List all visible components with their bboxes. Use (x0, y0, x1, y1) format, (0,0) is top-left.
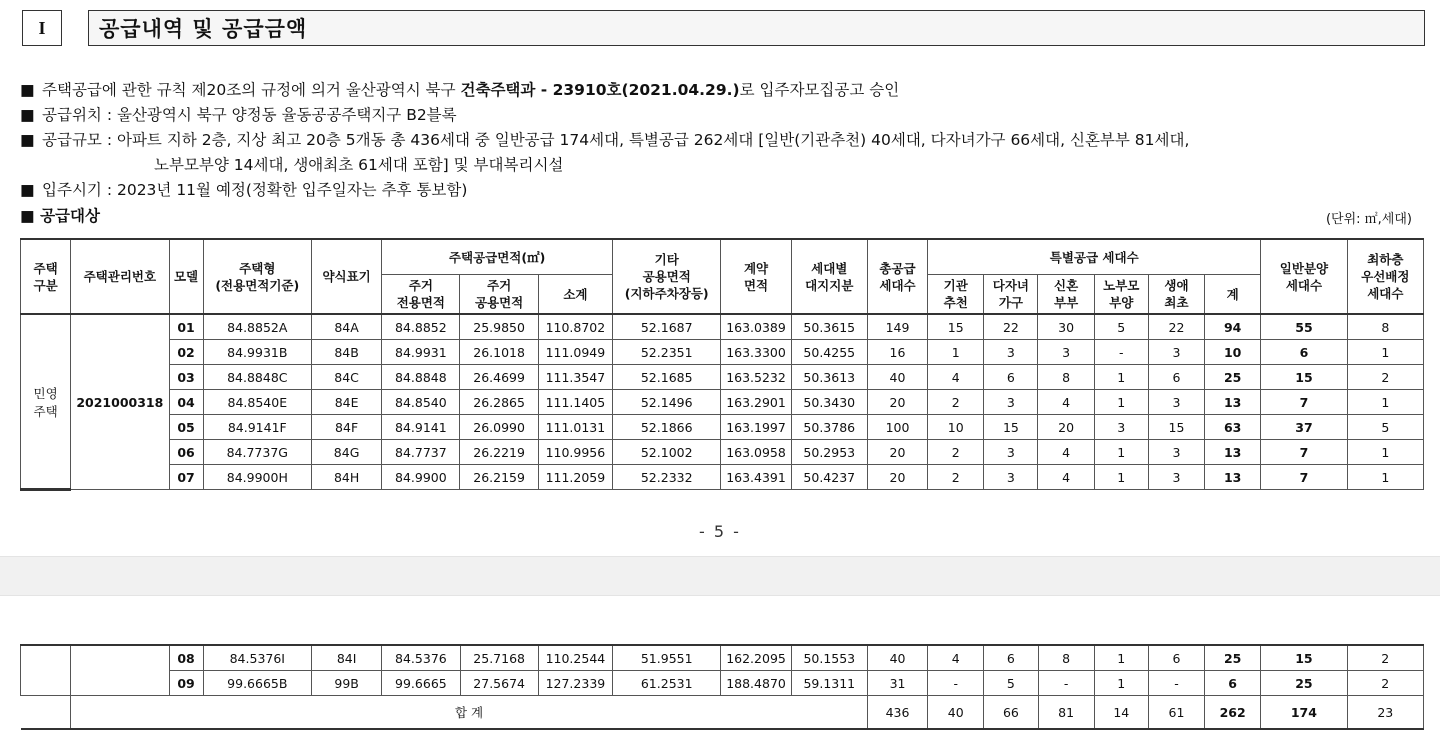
bullet-location (20, 103, 1189, 128)
cell-other-area: 51.9551 (613, 645, 721, 671)
section-title: 공급내역 및 공급금액 (88, 10, 1425, 46)
cell-other-area: 52.2332 (613, 465, 721, 490)
cell-lowest-floor: 1 (1347, 440, 1423, 465)
approval-number: 건축주택과 - 23910호(2021.04.29.) (460, 81, 740, 99)
cell-newlywed: 20 (1038, 415, 1094, 440)
table-row (21, 365, 1424, 390)
cell-mgmt-no: 2021000318 (71, 314, 169, 490)
bullet-marker-icon: ■ (20, 181, 35, 199)
supply-target-label: 공급대상 (40, 207, 100, 225)
cell-first-time: 15 (1148, 415, 1204, 440)
section-header (22, 10, 308, 48)
scale-text: 공급규모 : 아파트 지하 2층, 지상 최고 20층 5개동 총 436세대 중 일반공급 174세대, 특별공급 262세대 [일반(기관추천) 40세대, 다자녀가구 66세대, 신혼부부 81세대, (42, 131, 1190, 149)
cell-first-time: 3 (1148, 440, 1204, 465)
cell-first-time: 3 (1148, 340, 1204, 365)
scale-text-continued: 노부모부양 14세대, 생애최초 61세대 포함] 및 부대복리시설 (154, 156, 564, 174)
cell-multichild: 6 (984, 645, 1038, 671)
cell-abbr: 84C (311, 365, 381, 390)
header-special-sum: 계 (1205, 275, 1261, 315)
cell-total-units: 16 (867, 340, 927, 365)
total-row (21, 696, 1424, 730)
header-land-share: 세대별 대지지분 (791, 239, 867, 314)
cell-total-lowest-floor: 23 (1347, 696, 1423, 730)
cell-category: 민영 주택 (21, 314, 71, 490)
cell-multichild: 6 (984, 365, 1038, 390)
section-number: I (22, 10, 62, 46)
cell-subtotal: 111.3547 (538, 365, 612, 390)
bullet-list (20, 78, 1189, 203)
cell-institution: 4 (928, 365, 984, 390)
cell-lowest-floor: 5 (1347, 415, 1423, 440)
cell-subtotal: 127.2339 (538, 671, 612, 696)
cell-contract-area: 163.3300 (721, 340, 791, 365)
cell-total-units: 20 (867, 390, 927, 415)
cell-subtotal: 111.0131 (538, 415, 612, 440)
header-housing-type: 주택형 (전용면적기준) (203, 239, 311, 314)
cell-contract-area: 163.1997 (721, 415, 791, 440)
cell-common-area: 26.2865 (460, 390, 538, 415)
unit-note: (단위: ㎡,세대) (1325, 212, 1412, 227)
cell-multichild: 22 (984, 314, 1038, 340)
cell-special-sum: 13 (1205, 390, 1261, 415)
cell-total-blank (21, 696, 71, 730)
cell-housing-type: 84.8540E (203, 390, 311, 415)
cell-lowest-floor: 8 (1347, 314, 1423, 340)
cell-exclusive-area: 84.9931 (382, 340, 460, 365)
header-elderly: 노부모 부양 (1094, 275, 1148, 315)
bullet-approval (20, 78, 1189, 103)
cell-abbr: 84E (311, 390, 381, 415)
cell-common-area: 26.0990 (460, 415, 538, 440)
cell-total-label: 합 계 (71, 696, 868, 730)
cell-category-empty (21, 645, 71, 696)
cell-newlywed: 8 (1038, 365, 1094, 390)
table-row (21, 340, 1424, 365)
cell-land-share: 59.1311 (791, 671, 867, 696)
approval-text: 주택공급에 관한 규칙 제20조의 규정에 의거 울산광역시 북구 (42, 81, 461, 99)
movein-text: 입주시기 : 2023년 11월 예정(정확한 입주일자는 추후 통보함) (42, 181, 468, 199)
cell-special-sum: 25 (1205, 645, 1261, 671)
cell-lowest-floor: 1 (1347, 390, 1423, 415)
cell-special-sum: 13 (1205, 465, 1261, 490)
cell-total-institution: 40 (928, 696, 984, 730)
cell-common-area: 27.5674 (460, 671, 538, 696)
cell-multichild: 3 (984, 465, 1038, 490)
cell-newlywed: - (1038, 671, 1094, 696)
cell-institution: 1 (928, 340, 984, 365)
cell-special-sum: 63 (1205, 415, 1261, 440)
page-number: - 5 - (699, 522, 741, 541)
cell-total-total-units: 436 (867, 696, 927, 730)
cell-total-units: 40 (867, 645, 927, 671)
cell-abbr: 84F (311, 415, 381, 440)
cell-contract-area: 162.2095 (721, 645, 791, 671)
cell-general-units: 37 (1261, 415, 1347, 440)
cell-land-share: 50.2953 (791, 440, 867, 465)
cell-land-share: 50.4255 (791, 340, 867, 365)
cell-lowest-floor: 1 (1347, 465, 1423, 490)
cell-first-time: 3 (1148, 465, 1204, 490)
supply-target-heading (20, 204, 100, 226)
header-area-group: 주택공급면적(㎡) (382, 239, 613, 275)
cell-land-share: 50.1553 (791, 645, 867, 671)
cell-abbr: 84B (311, 340, 381, 365)
cell-contract-area: 163.0958 (721, 440, 791, 465)
cell-special-sum: 13 (1205, 440, 1261, 465)
cell-elderly: 1 (1094, 390, 1148, 415)
cell-general-units: 7 (1261, 440, 1347, 465)
cell-first-time: 3 (1148, 390, 1204, 415)
cell-land-share: 50.3786 (791, 415, 867, 440)
cell-other-area: 52.1866 (613, 415, 721, 440)
cell-subtotal: 111.2059 (538, 465, 612, 490)
cell-housing-type: 84.8852A (203, 314, 311, 340)
bullet-marker-icon: ■ (20, 207, 35, 225)
cell-common-area: 25.7168 (460, 645, 538, 671)
approval-suffix: 로 입주자모집공고 승인 (739, 81, 900, 99)
cell-contract-area: 163.2901 (721, 390, 791, 415)
cell-contract-area: 188.4870 (721, 671, 791, 696)
cell-subtotal: 110.8702 (538, 314, 612, 340)
cell-housing-type: 84.9931B (203, 340, 311, 365)
header-other-area: 기타 공용면적 (지하주차장등) (613, 239, 721, 314)
header-total-units: 총공급 세대수 (867, 239, 927, 314)
header-exclusive-area: 주거 전용면적 (382, 275, 460, 315)
cell-general-units: 15 (1261, 365, 1347, 390)
cell-other-area: 52.1687 (613, 314, 721, 340)
cell-institution: 2 (928, 390, 984, 415)
header-contract-area: 계약 면적 (721, 239, 791, 314)
cell-other-area: 52.1002 (613, 440, 721, 465)
cell-mgmt-empty (71, 645, 169, 696)
cell-first-time: - (1148, 671, 1204, 696)
cell-special-sum: 94 (1205, 314, 1261, 340)
cell-newlywed: 8 (1038, 645, 1094, 671)
bullet-scale (20, 128, 1189, 153)
cell-institution: 10 (928, 415, 984, 440)
cell-contract-area: 163.4391 (721, 465, 791, 490)
cell-total-first-time: 61 (1148, 696, 1204, 730)
bullet-movein (20, 178, 1189, 203)
cell-abbr: 84I (312, 645, 382, 671)
cell-housing-type: 84.8848C (203, 365, 311, 390)
cell-total-elderly: 14 (1094, 696, 1148, 730)
table-row (21, 314, 1424, 340)
cell-elderly: 1 (1094, 645, 1148, 671)
cell-elderly: - (1094, 340, 1148, 365)
cell-abbr: 84A (311, 314, 381, 340)
table-row (21, 465, 1424, 490)
supply-table (20, 238, 1424, 491)
cell-first-time: 6 (1148, 645, 1204, 671)
header-mgmt-no: 주택관리번호 (71, 239, 169, 314)
cell-exclusive-area: 84.9141 (382, 415, 460, 440)
cell-general-units: 6 (1261, 340, 1347, 365)
cell-newlywed: 4 (1038, 440, 1094, 465)
cell-elderly: 3 (1094, 415, 1148, 440)
header-lowest-floor: 최하층 우선배정 세대수 (1347, 239, 1423, 314)
table-row (21, 390, 1424, 415)
bullet-marker-icon: ■ (20, 81, 35, 99)
cell-total-units: 100 (867, 415, 927, 440)
cell-common-area: 26.2159 (460, 465, 538, 490)
cell-other-area: 52.2351 (613, 340, 721, 365)
cell-first-time: 6 (1148, 365, 1204, 390)
cell-exclusive-area: 84.8540 (382, 390, 460, 415)
table-row (21, 415, 1424, 440)
cell-elderly: 1 (1094, 465, 1148, 490)
cell-newlywed: 30 (1038, 314, 1094, 340)
cell-model: 03 (169, 365, 203, 390)
cell-total-units: 31 (867, 671, 927, 696)
header-newlywed: 신혼 부부 (1038, 275, 1094, 315)
cell-multichild: 3 (984, 340, 1038, 365)
cell-special-sum: 10 (1205, 340, 1261, 365)
cell-exclusive-area: 84.8852 (382, 314, 460, 340)
cell-abbr: 84G (311, 440, 381, 465)
header-subtotal: 소계 (538, 275, 612, 315)
cell-exclusive-area: 84.5376 (382, 645, 460, 671)
bullet-marker-icon: ■ (20, 131, 35, 149)
cell-multichild: 3 (984, 440, 1038, 465)
header-special-group: 특별공급 세대수 (928, 239, 1261, 275)
cell-lowest-floor: 1 (1347, 340, 1423, 365)
cell-housing-type: 99.6665B (203, 671, 311, 696)
cell-housing-type: 84.9900H (203, 465, 311, 490)
cell-lowest-floor: 2 (1347, 671, 1423, 696)
header-general-units: 일반분양 세대수 (1261, 239, 1347, 314)
cell-exclusive-area: 99.6665 (382, 671, 460, 696)
cell-general-units: 55 (1261, 314, 1347, 340)
cell-exclusive-area: 84.8848 (382, 365, 460, 390)
cell-lowest-floor: 2 (1347, 365, 1423, 390)
cell-common-area: 25.9850 (460, 314, 538, 340)
cell-common-area: 26.1018 (460, 340, 538, 365)
cell-elderly: 1 (1094, 671, 1148, 696)
cell-newlywed: 4 (1038, 390, 1094, 415)
cell-special-sum: 25 (1205, 365, 1261, 390)
cell-housing-type: 84.5376I (203, 645, 311, 671)
cell-total-units: 149 (867, 314, 927, 340)
cell-total-multichild: 66 (984, 696, 1038, 730)
location-text: 공급위치 : 울산광역시 북구 양정동 율동공공주택지구 B2블록 (42, 106, 457, 124)
cell-land-share: 50.3615 (791, 314, 867, 340)
cell-subtotal: 110.2544 (538, 645, 612, 671)
cell-elderly: 5 (1094, 314, 1148, 340)
cell-newlywed: 3 (1038, 340, 1094, 365)
table-row (21, 645, 1424, 671)
header-type: 주택 구분 (21, 239, 71, 314)
cell-first-time: 22 (1148, 314, 1204, 340)
cell-general-units: 7 (1261, 390, 1347, 415)
cell-abbr: 99B (312, 671, 382, 696)
header-institution: 기관 추천 (928, 275, 984, 315)
cell-model: 08 (169, 645, 203, 671)
header-abbr: 약식표기 (311, 239, 381, 314)
cell-total-units: 40 (867, 365, 927, 390)
cell-total-newlywed: 81 (1038, 696, 1094, 730)
cell-subtotal: 110.9956 (538, 440, 612, 465)
cell-multichild: 3 (984, 390, 1038, 415)
cell-land-share: 50.4237 (791, 465, 867, 490)
cell-model: 04 (169, 390, 203, 415)
cell-elderly: 1 (1094, 440, 1148, 465)
cell-common-area: 26.2219 (460, 440, 538, 465)
cell-model: 06 (169, 440, 203, 465)
cell-institution: 4 (928, 645, 984, 671)
cell-other-area: 52.1685 (613, 365, 721, 390)
cell-other-area: 52.1496 (613, 390, 721, 415)
cell-housing-type: 84.9141F (203, 415, 311, 440)
cell-total-special-sum: 262 (1205, 696, 1261, 730)
cell-subtotal: 111.0949 (538, 340, 612, 365)
cell-multichild: 5 (984, 671, 1038, 696)
cell-multichild: 15 (984, 415, 1038, 440)
cell-general-units: 7 (1261, 465, 1347, 490)
cell-total-units: 20 (867, 440, 927, 465)
cell-lowest-floor: 2 (1347, 645, 1423, 671)
cell-newlywed: 4 (1038, 465, 1094, 490)
cell-contract-area: 163.5232 (721, 365, 791, 390)
table-row (21, 440, 1424, 465)
header-multichild: 다자녀 가구 (984, 275, 1038, 315)
cell-exclusive-area: 84.9900 (382, 465, 460, 490)
cell-institution: 15 (928, 314, 984, 340)
bullet-marker-icon: ■ (20, 106, 35, 124)
header-first-time: 생애 최초 (1148, 275, 1204, 315)
cell-general-units: 15 (1261, 645, 1347, 671)
cell-total-general-units: 174 (1261, 696, 1347, 730)
cell-institution: 2 (928, 440, 984, 465)
bullet-scale-cont (20, 153, 1189, 178)
cell-contract-area: 163.0389 (721, 314, 791, 340)
header-common-area: 주거 공용면적 (460, 275, 538, 315)
cell-model: 01 (169, 314, 203, 340)
table-row (21, 671, 1424, 696)
cell-other-area: 61.2531 (613, 671, 721, 696)
cell-exclusive-area: 84.7737 (382, 440, 460, 465)
cell-abbr: 84H (311, 465, 381, 490)
cell-institution: 2 (928, 465, 984, 490)
supply-table-continued (20, 644, 1424, 730)
cell-elderly: 1 (1094, 365, 1148, 390)
cell-land-share: 50.3430 (791, 390, 867, 415)
cell-housing-type: 84.7737G (203, 440, 311, 465)
cell-model: 07 (169, 465, 203, 490)
cell-special-sum: 6 (1205, 671, 1261, 696)
cell-institution: - (928, 671, 984, 696)
cell-model: 05 (169, 415, 203, 440)
page-gap (0, 556, 1440, 596)
header-model: 모델 (169, 239, 203, 314)
cell-subtotal: 111.1405 (538, 390, 612, 415)
cell-general-units: 25 (1261, 671, 1347, 696)
cell-common-area: 26.4699 (460, 365, 538, 390)
cell-total-units: 20 (867, 465, 927, 490)
cell-land-share: 50.3613 (791, 365, 867, 390)
cell-model: 02 (169, 340, 203, 365)
cell-model: 09 (169, 671, 203, 696)
